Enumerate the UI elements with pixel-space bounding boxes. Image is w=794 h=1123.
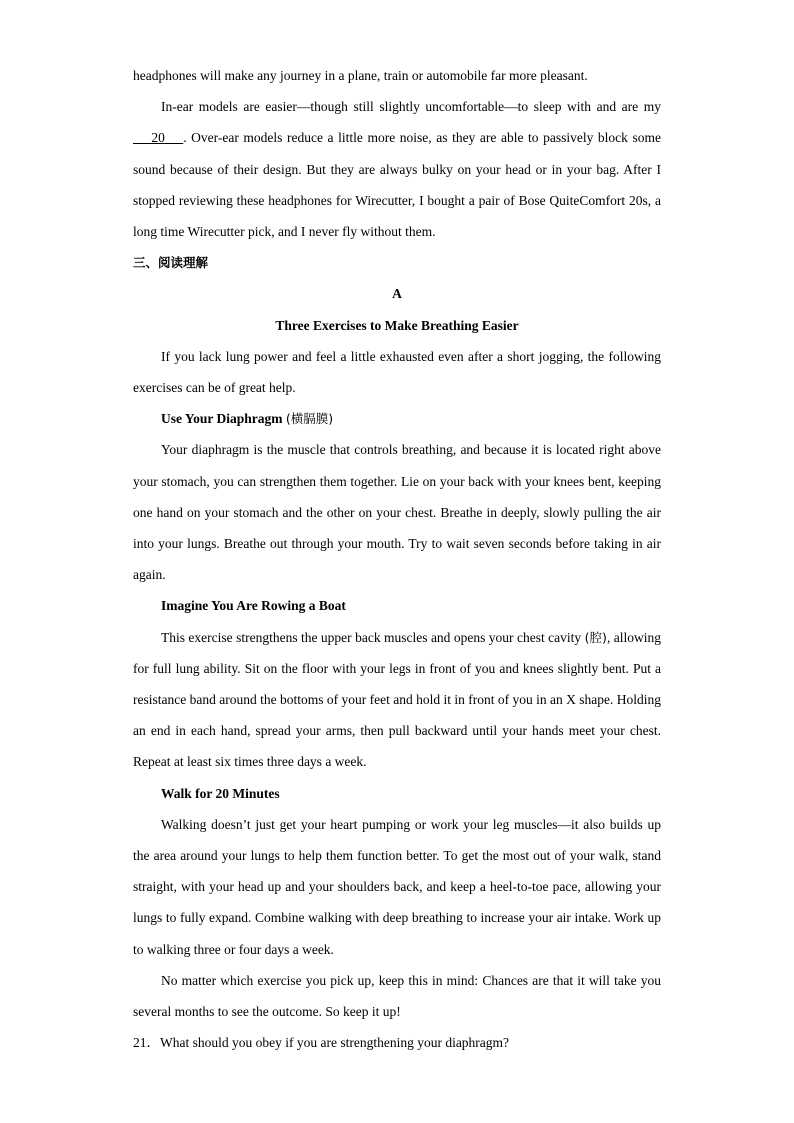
walking-paragraph: Walking doesn’t just get your heart pumping or work your leg muscles—it also builds up the area around your lungs to help them function better. To get the most out of your walk, stand straight, with your head up and your shoulders back, and keep a heel-to-toe pace, allowing your lungs to fully expand. Combine walking with deep breathing to increase your air intake. Work up to walking three or four days a week. <box>133 816 661 957</box>
intro-paragraph-2-rest: . Over-ear models reduce a little more noise, as they are able to passively block some sound because of their design. But they are always bulky on your head or in your bag. After I stopped reviewing these headphones for Wirecutter, I bought a pair of Bose QuiteComfort 20s, a long time Wirecutter pick, and I never fly without them. <box>133 130 662 240</box>
passage-intro: If you lack lung power and feel a little exhausted even after a short jogging, the following exercises can be of great help. <box>133 348 661 396</box>
intro-paragraph-1: headphones will make any journey in a plane, train or automobile far more pleasant. <box>133 68 588 83</box>
diaphragm-paragraph: Your diaphragm is the muscle that controls breathing, and because it is located right above your stomach, you can strengthen them together. Lie on your back with your knees bent, keeping one hand on your stomach and the other on your chest. Breathe in deeply, slowly pulling the air into your lungs. Breathe out through your mouth. Try to wait seven seconds before taking in air again. <box>133 442 661 583</box>
passage-letter: A <box>392 286 402 302</box>
question-21 <box>133 1027 661 1058</box>
question-text: What should you obey if you are strengthening your diaphragm? <box>160 1035 510 1051</box>
rowing-paragraph <box>133 622 661 778</box>
intro-paragraph-2-start: In-ear models are easier—though still slightly uncomfortable—to sleep with and are my <box>161 99 661 115</box>
subheading-diaphragm <box>133 403 661 434</box>
subheading-diaphragm-gloss: (横膈膜) <box>285 411 334 427</box>
rowing-paragraph-start: This exercise strengthens the upper back muscles and opens your chest cavity <box>161 629 585 645</box>
subheading-diaphragm-title: Use Your Diaphragm <box>161 411 283 427</box>
closing-paragraph: No matter which exercise you pick up, keep this in mind: Chances are that it will take you several months to see the outcome. So keep it up! <box>133 972 661 1020</box>
cloze-blank-20 <box>133 130 183 145</box>
document-content <box>133 60 661 1059</box>
section-heading: 三、阅读理解 <box>133 255 209 271</box>
cloze-blank-number: 20 <box>151 130 165 146</box>
subheading-rowing: Imagine You Are Rowing a Boat <box>161 598 346 614</box>
rowing-paragraph-gloss: (腔) <box>584 629 607 645</box>
rowing-paragraph-rest: , allowing for full lung ability. Sit on the floor with your legs in front of you and knees slightly bent. Put a resistance band around the bottoms of your feet and hold it in front of you in an X shape. Holding an end in each hand, spread your arms, then pull backward until your hands meet your chest. Repeat at least six times three days a week. <box>133 629 661 770</box>
passage-title: Three Exercises to Make Breathing Easier <box>275 317 519 333</box>
intro-paragraph-2 <box>133 91 661 247</box>
question-number: 21． <box>133 1035 160 1051</box>
subheading-walking: Walk for 20 Minutes <box>161 785 280 801</box>
